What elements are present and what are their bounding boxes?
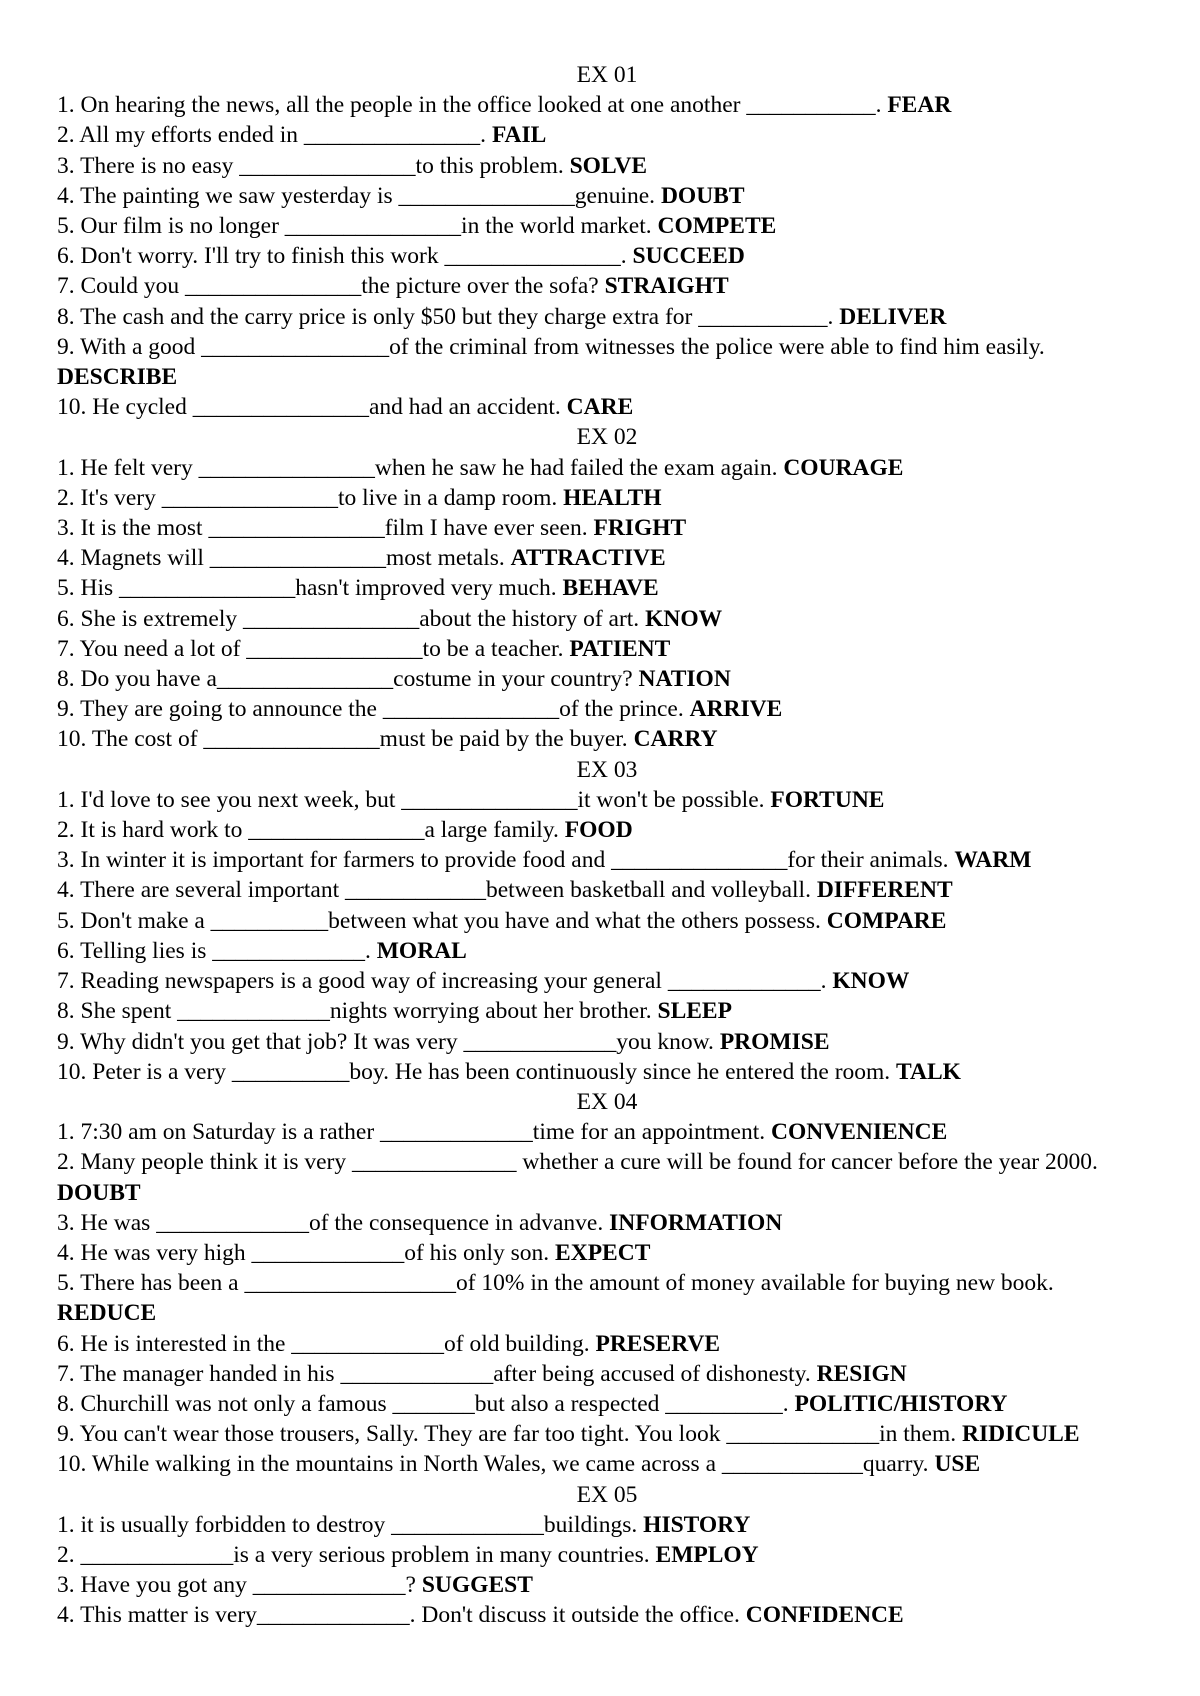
section-title: EX 05 (576, 1481, 638, 1508)
item-text: 9. They are going to announce the _______________of the prince. (57, 696, 684, 723)
exercise-item (57, 1389, 1157, 1419)
exercise-item (57, 302, 1157, 332)
item-text: 10. He cycled _______________and had an accident. (57, 394, 561, 421)
item-text: 2. All my efforts ended in _______________. (57, 122, 487, 149)
keyword: DOUBT (57, 1179, 141, 1206)
keyword: SLEEP (657, 998, 732, 1025)
keyword: PROMISE (719, 1028, 830, 1055)
section-title: EX 04 (576, 1088, 638, 1115)
exercise-item (57, 1570, 1157, 1600)
exercise-item (57, 1449, 1157, 1479)
keyword: CONFIDENCE (745, 1602, 904, 1629)
exercise-item (57, 1208, 1157, 1238)
keyword: FEAR (887, 92, 952, 119)
keyword: HISTORY (643, 1511, 751, 1538)
keyword: PATIENT (569, 635, 671, 662)
keyword: INFORMATION (609, 1209, 783, 1236)
keyword: STRAIGHT (604, 273, 729, 300)
keyword: HEALTH (563, 484, 662, 511)
exercise-item (57, 664, 1157, 694)
keyword: DOUBT (660, 182, 745, 209)
exercise-item (57, 785, 1157, 815)
keyword: SOLVE (569, 152, 648, 179)
item-text: 8. She spent _____________nights worrying about her brother. (57, 998, 652, 1025)
keyword: SUGGEST (421, 1572, 533, 1599)
exercise-item (57, 815, 1157, 845)
keyword: KNOW (645, 605, 723, 632)
keyword: DIFFERENT (816, 877, 953, 904)
keyword: USE (934, 1451, 981, 1478)
exercise-item (57, 1057, 1157, 1087)
section-title: EX 03 (576, 756, 638, 783)
item-text: 2. _____________is a very serious problem in many countries. (57, 1541, 650, 1568)
item-text: 1. I'd love to see you next week, but _______________it won't be possible. (57, 786, 765, 813)
exercise-item (57, 453, 1157, 483)
keyword: CARRY (633, 726, 718, 753)
section-title: EX 02 (576, 424, 638, 451)
item-text: 10. While walking in the mountains in North Wales, we came across a ____________quarry. (57, 1451, 929, 1478)
exercise-item (57, 1238, 1157, 1268)
keyword: COMPETE (657, 213, 777, 240)
exercise-item (57, 241, 1157, 271)
item-text: 7. The manager handed in his _____________after being accused of dishonesty. (57, 1360, 811, 1387)
item-text: 6. Don't worry. I'll try to finish this work _______________. (57, 243, 627, 270)
item-text: 3. He was _____________of the consequence in advanve. (57, 1209, 604, 1236)
exercise-item (57, 1359, 1157, 1389)
exercise-item (57, 1147, 1157, 1207)
keyword: DESCRIBE (57, 364, 178, 391)
exercise-item (57, 90, 1157, 120)
exercise-item (57, 543, 1157, 573)
keyword: POLITIC/HISTORY (794, 1390, 1008, 1417)
keyword: EXPECT (555, 1239, 651, 1266)
item-text: 1. it is usually forbidden to destroy _____________buildings. (57, 1511, 638, 1538)
item-text: 4. There are several important ____________between basketball and volleyball. (57, 877, 811, 904)
worksheet (57, 60, 1157, 1631)
exercise-item (57, 936, 1157, 966)
item-text: 9. Why didn't you get that job? It was very _____________you know. (57, 1028, 714, 1055)
item-text: 2. It's very _______________to live in a damp room. (57, 484, 558, 511)
exercise-item (57, 604, 1157, 634)
item-text: 6. Telling lies is _____________. (57, 937, 371, 964)
item-text: 6. He is interested in the _____________of old building. (57, 1330, 590, 1357)
item-text: 1. He felt very _______________when he saw he had failed the exam again. (57, 454, 778, 481)
item-text: 1. On hearing the news, all the people in the office looked at one another ___________. (57, 92, 882, 119)
exercise-item (57, 1268, 1157, 1328)
item-text: 4. This matter is very_____________. Don't discuss it outside the office. (57, 1602, 740, 1629)
item-text: 3. In winter it is important for farmers to provide food and _______________for their animals. (57, 847, 949, 874)
exercise-item (57, 875, 1157, 905)
keyword: FORTUNE (770, 786, 885, 813)
exercise-item (57, 966, 1157, 996)
exercise-item (57, 1117, 1157, 1147)
exercise-item (57, 211, 1157, 241)
keyword: WARM (954, 847, 1032, 874)
exercise-item (57, 906, 1157, 936)
item-text: 8. The cash and the carry price is only $50 but they charge extra for ___________. (57, 303, 834, 330)
item-text: 5. Don't make a __________between what you have and what the others possess. (57, 907, 821, 934)
item-text: 4. He was very high _____________of his only son. (57, 1239, 550, 1266)
item-text: 5. There has been a __________________of 10% in the amount of money available for buying new book. (57, 1270, 1054, 1297)
keyword: ATTRACTIVE (510, 545, 666, 572)
keyword: COURAGE (783, 454, 904, 481)
exercise-item (57, 271, 1157, 301)
item-text: 4. Magnets will _______________most metals. (57, 545, 505, 572)
exercise-item (57, 1540, 1157, 1570)
exercise-item (57, 1419, 1157, 1449)
keyword: DELIVER (839, 303, 947, 330)
item-text: 8. Do you have a_______________costume in your country? (57, 666, 633, 693)
exercise-item (57, 1600, 1157, 1630)
item-text: 10. Peter is a very __________boy. He has been continuously since he entered the room. (57, 1058, 891, 1085)
item-text: 6. She is extremely _______________about the history of art. (57, 605, 640, 632)
item-text: 1. 7:30 am on Saturday is a rather _____________time for an appointment. (57, 1119, 766, 1146)
item-text: 2. It is hard work to _______________a large family. (57, 817, 559, 844)
item-text: 5. His _______________hasn't improved very much. (57, 575, 557, 602)
exercise-item (57, 483, 1157, 513)
keyword: REDUCE (57, 1300, 157, 1327)
keyword: PRESERVE (595, 1330, 721, 1357)
item-text: 7. You need a lot of _______________to be a teacher. (57, 635, 564, 662)
item-text: 9. With a good ________________of the criminal from witnesses the police were able to find him easily. (57, 333, 1045, 360)
exercise-item (57, 1329, 1157, 1359)
keyword: KNOW (832, 968, 910, 995)
item-text: 7. Reading newspapers is a good way of increasing your general _____________. (57, 968, 827, 995)
item-text: 3. There is no easy _______________to this problem. (57, 152, 564, 179)
exercise-item (57, 120, 1157, 150)
exercise-item (57, 513, 1157, 543)
exercise-item (57, 845, 1157, 875)
keyword: NATION (638, 666, 731, 693)
keyword: RIDICULE (961, 1421, 1080, 1448)
item-text: 3. It is the most _______________film I have ever seen. (57, 515, 588, 542)
keyword: ARRIVE (689, 696, 783, 723)
item-text: 2. Many people think it is very ______________ whether a cure will be found for cancer before the year 2000. (57, 1149, 1098, 1176)
exercise-item (57, 1027, 1157, 1057)
item-text: 10. The cost of _______________must be paid by the buyer. (57, 726, 628, 753)
exercise-item (57, 996, 1157, 1026)
keyword: FAIL (491, 122, 547, 149)
item-text: 5. Our film is no longer _______________in the world market. (57, 213, 652, 240)
item-text: 8. Churchill was not only a famous _______but also a respected __________. (57, 1390, 789, 1417)
keyword: CONVENIENCE (771, 1119, 948, 1146)
item-text: 4. The painting we saw yesterday is _______________genuine. (57, 182, 656, 209)
exercise-item (57, 573, 1157, 603)
exercise-item (57, 151, 1157, 181)
exercise-item (57, 181, 1157, 211)
keyword: COMPARE (826, 907, 947, 934)
exercise-item (57, 694, 1157, 724)
item-text: 7. Could you _______________the picture over the sofa? (57, 273, 599, 300)
keyword: FOOD (564, 817, 633, 844)
exercise-item (57, 634, 1157, 664)
exercise-item (57, 1510, 1157, 1540)
exercise-item (57, 332, 1157, 392)
exercise-item (57, 724, 1157, 754)
keyword: RESIGN (816, 1360, 907, 1387)
keyword: SUCCEED (632, 243, 745, 270)
item-text: 3. Have you got any _____________? (57, 1572, 416, 1599)
keyword: TALK (896, 1058, 961, 1085)
keyword: EMPLOY (655, 1541, 759, 1568)
exercise-item (57, 392, 1157, 422)
keyword: MORAL (376, 937, 467, 964)
item-text: 9. You can't wear those trousers, Sally. They are far too tight. You look _____________in them. (57, 1421, 957, 1448)
keyword: FRIGHT (593, 515, 687, 542)
keyword: BEHAVE (562, 575, 659, 602)
section-title: EX 01 (576, 62, 638, 88)
keyword: CARE (566, 394, 634, 421)
